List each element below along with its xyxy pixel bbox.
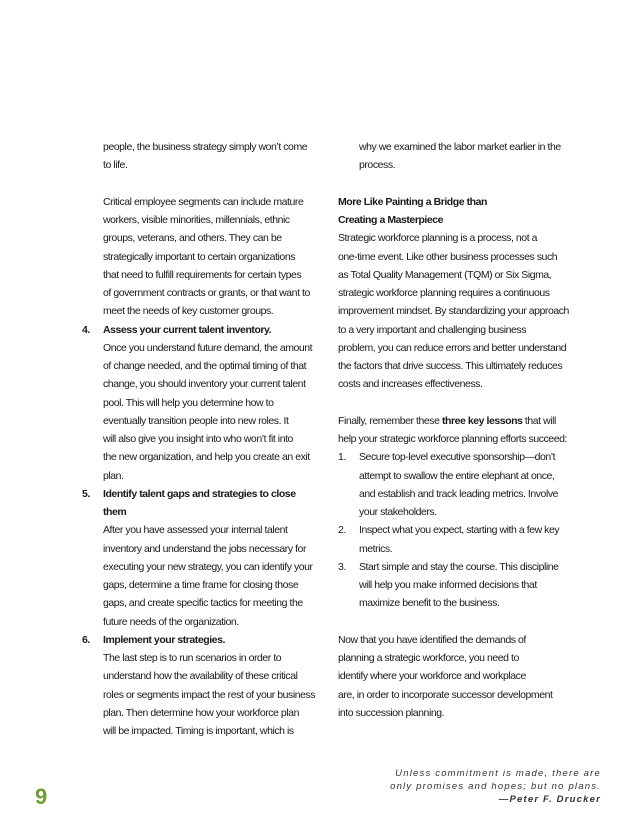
pull-quote	[361, 768, 601, 806]
text-line: costs and increases effectiveness.	[338, 378, 483, 391]
text-line: Once you understand future demand, the amount	[103, 341, 313, 354]
step-5	[82, 485, 340, 631]
intro-paragraph	[82, 138, 340, 175]
text-line: understand how the availability of these critical	[103, 670, 298, 683]
text-line: will be impacted. Timing is important, which is	[103, 725, 294, 737]
text-line: Strategic workforce planning is a process, not a	[338, 232, 538, 245]
text-line: Secure top-level executive sponsorship—don’t	[359, 451, 556, 464]
text-line: Critical employee segments can include mature	[103, 195, 304, 208]
section-paragraph	[338, 229, 586, 393]
text-line: of change needed, and the optimal timing of that	[103, 360, 307, 372]
text-line: help your strategic workforce planning efforts succeed:	[338, 433, 567, 445]
right-column	[338, 138, 586, 722]
lessons-intro	[338, 412, 586, 449]
text-line: attempt to swallow the entire elephant at once,	[359, 469, 555, 482]
step-heading: Identify talent gaps and strategies to close	[103, 487, 296, 500]
closing-paragraph	[338, 631, 586, 722]
text-line: planning a strategic workforce, you need to	[338, 652, 519, 664]
step-number: 4.	[82, 323, 90, 336]
lesson-number: 2.	[338, 524, 346, 537]
text-line: Now that you have identified the demands of	[338, 633, 526, 646]
text-line: change, you should inventory your current talent	[103, 378, 306, 391]
text-line: strategically important to certain organizations	[103, 250, 296, 263]
bold-phrase: three key lessons	[441, 414, 523, 427]
step-heading: Implement your strategies.	[103, 633, 225, 646]
text-line: problem, you can reduce errors and better understand	[338, 341, 567, 354]
quote-line: Unless commitment is made, there are	[395, 768, 601, 779]
step-4	[82, 321, 340, 485]
text-line: the factors that drive success. This ultimately reduces	[338, 360, 563, 372]
text-line: maximize benefit to the business.	[359, 597, 500, 610]
text-line: future needs of the organization.	[103, 615, 239, 628]
text-line: strategic workforce planning requires a continuous	[338, 287, 550, 299]
text-line: of government contracts or grants, or that want to	[103, 287, 310, 299]
lesson-number: 3.	[338, 560, 346, 573]
text-line: people, the business strategy simply won’t come	[103, 141, 308, 153]
text-line: are, in order to incorporate successor development	[338, 688, 553, 701]
text-line: gaps, determine a time frame for closing those	[103, 579, 299, 591]
text-line: why we examined the labor market earlier in the	[359, 141, 561, 153]
lesson-2	[338, 521, 586, 558]
quote-line: only promises and hopes; but no plans.	[390, 780, 601, 792]
text-line: plan.	[103, 469, 124, 482]
text-line: that need to fulfill requirements for certain types	[103, 268, 302, 281]
text-line: one-time event. Like other business processes such	[338, 250, 558, 263]
lesson-3	[338, 558, 586, 613]
text-line: The last step is to run scenarios in order to	[103, 652, 282, 664]
step-heading: Assess your current talent inventory.	[103, 323, 272, 336]
step-number: 6.	[82, 633, 90, 646]
text-line: Finally, remember these three key lessons that will	[338, 414, 556, 427]
text-line: Start simple and stay the course. This discipline	[359, 560, 559, 573]
text-line: Inspect what you expect, starting with a few key	[359, 524, 560, 537]
continuation-paragraph	[338, 138, 586, 175]
text-line: meet the needs of key customer groups.	[103, 305, 274, 318]
section-heading: Creating a Masterpiece	[338, 214, 444, 226]
text-line: to a very important and challenging business	[338, 323, 526, 336]
step-6	[82, 631, 340, 741]
text-line: into succession planning.	[338, 706, 445, 719]
text-line: and establish and track leading metrics. Involve	[359, 487, 559, 500]
step-number: 5.	[82, 487, 90, 500]
lesson-1	[338, 448, 586, 521]
page-number: 9	[35, 784, 48, 809]
lesson-number: 1.	[338, 451, 346, 464]
text-line: groups, veterans, and others. They can be	[103, 232, 282, 245]
text-line: as Total Quality Management (TQM) or Six Sigma,	[338, 268, 552, 281]
quote-author: —Peter F. Drucker	[498, 793, 601, 805]
text-line: will also give you insight into who won’t fit into	[103, 433, 293, 445]
step-heading: them	[103, 506, 127, 518]
left-column	[82, 138, 340, 740]
text-line: your stakeholders.	[359, 506, 437, 518]
text-line: workers, visible minorities, millennials, ethnic	[103, 214, 290, 226]
text-line: metrics.	[359, 542, 393, 555]
text-line: gaps, and create specific tactics for meeting the	[103, 597, 303, 610]
critical-segments-paragraph	[82, 193, 340, 321]
text-line: will help you make informed decisions that	[359, 579, 537, 591]
text-line: identify where your workforce and workplace	[338, 670, 526, 683]
text-line: to life.	[103, 159, 128, 172]
text-line: the new organization, and help you create an exit	[103, 451, 310, 464]
text-line: improvement mindset. By standardizing your approach	[338, 305, 569, 318]
text-line: plan. Then determine how your workforce plan	[103, 706, 299, 719]
text-line: eventually transition people into new roles. It	[103, 414, 289, 427]
text-line: pool. This will help you determine how to	[103, 396, 274, 409]
text-line: executing your new strategy, you can identify your	[103, 560, 313, 573]
text-line: inventory and understand the jobs necessary for	[103, 542, 306, 555]
text-line: process.	[359, 159, 396, 172]
text-line: roles or segments impact the rest of your business	[103, 688, 316, 701]
text-line: After you have assessed your internal talent	[103, 524, 288, 537]
section-heading: More Like Painting a Bridge than	[338, 195, 487, 208]
